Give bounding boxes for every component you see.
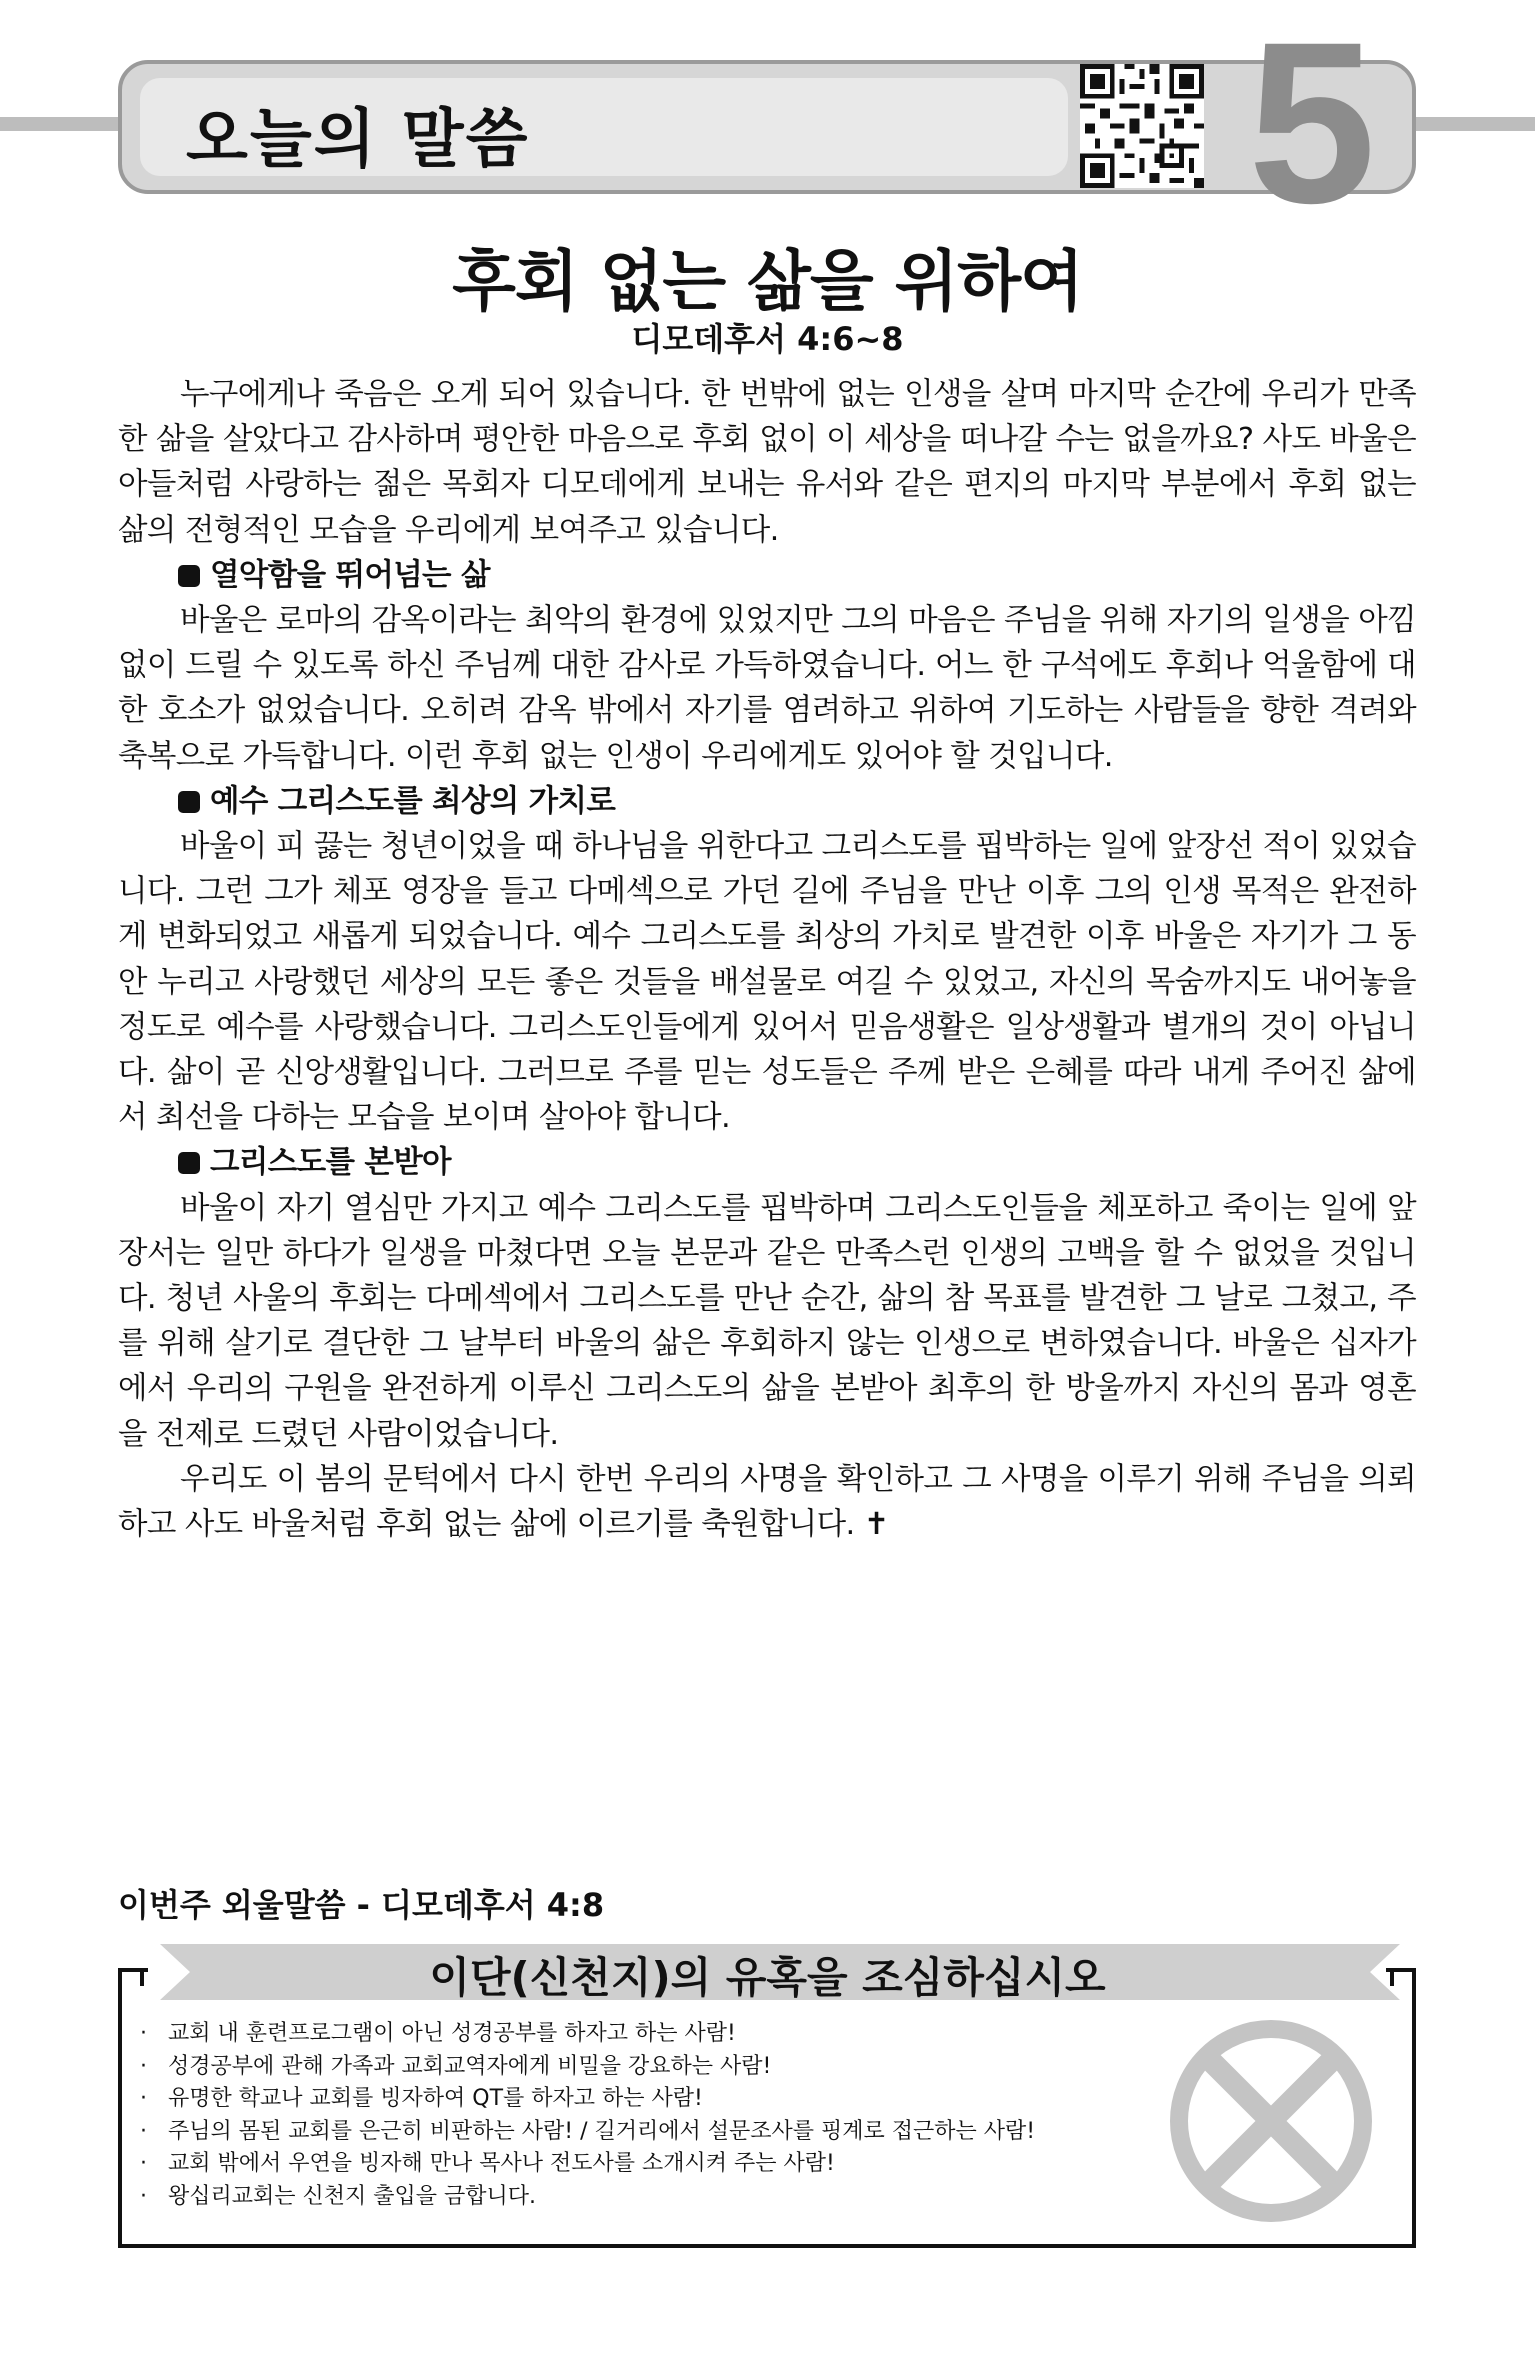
section-paragraph: 바울이 피 끓는 청년이었을 때 하나님을 위한다고 그리스도를 핍박하는 일에 앞장선 적이 있었습니다. 그런 그가 체포 영장을 들고 다메섹으로 가던 길에 주님을 만난 이후 그의 인생 목적은 완전하게 변화되었고 새롭게 되었습니다. 예수 그리스도를 최상의 가치로 발견한 이후 바울은 자기가 그 동안 누리고 사랑했던 세상의 모든 좋은 것들을 배설물로 여길 수 있었고, 자신의 목숨까지도 내어놓을 정도로 예수를 사랑했습니다. 그리스도인들에게 있어서 믿음생활은 일상생활과 별개의 것이 아닙니다. 삶이 곧 신앙생활입니다. 그러므로 주를 믿는 성도들은 주께 받은 은혜를 따라 내게 주어진 삶에서 최선을 다하는 모습을 보이며 살아야 합니다. <box>118 829 1416 1136</box>
section-heading <box>118 1140 1416 1185</box>
list-item: · 성경공부에 관해 가족과 교회교역자에게 비밀을 강요하는 사람! <box>138 2051 1138 2084</box>
sermon-body <box>118 372 1416 1547</box>
section-paragraph: 바울은 로마의 감옥이라는 최악의 환경에 있었지만 그의 마음은 주님을 위해 자기의 일생을 아낌없이 드릴 수 있도록 하신 주님께 대한 감사로 가득하였습니다. 어느 한 구석에도 후회나 억울함에 대한 호소가 없었습니다. 오히려 감옥 밖에서 자기를 염려하고 위하여 기도하는 사람들을 향한 격려와 축복으로 가득합니다. 이런 후회 없는 인생이 우리에게도 있어야 할 것입니다. <box>118 603 1416 774</box>
section-title: 오늘의 말씀 <box>186 103 530 177</box>
list-item: · 왕십리교회는 신천지 출입을 금합니다. <box>138 2181 1138 2214</box>
square-bullet-icon <box>178 1152 200 1174</box>
closing-paragraph: 우리도 이 봄의 문턱에서 다시 한번 우리의 사명을 확인하고 그 사명을 이루기 위해 주님을 의뢰하고 사도 바울처럼 후회 없는 삶에 이르기를 축원합니다. ✝ <box>118 1461 1416 1543</box>
square-bullet-icon <box>178 565 200 587</box>
list-item: · 교회 밖에서 우연을 빙자해 만나 목사나 전도사를 소개시켜 주는 사람! <box>138 2148 1138 2181</box>
scripture-reference: 디모데후서 4:6~8 <box>631 320 904 358</box>
section-paragraph: 바울이 자기 열심만 가지고 예수 그리스도를 핍박하며 그리스도인들을 체포하고 죽이는 일에 앞장서는 일만 하다가 일생을 마쳤다면 오늘 본문과 같은 만족스런 인생의 고백을 할 수 없었을 것입니다. 청년 사울의 후회는 다메섹에서 그리스도를 만난 순간, 삶의 참 목표를 발견한 그 날로 그쳤고, 주를 위해 살기로 결단한 그 날부터 바울의 삶은 후회하지 않는 인생으로 변하였습니다. 바울은 십자가에서 우리의 구원을 완전하게 이루신 그리스도의 삶을 본받아 최후의 한 방울까지 자신의 몸과 영혼을 전제로 드렸던 사람이었습니다. <box>118 1190 1416 1452</box>
qr-code-icon <box>1080 64 1204 188</box>
section-heading-text: 그리스도를 본받아 <box>210 1145 451 1181</box>
list-item: · 교회 내 훈련프로그램이 아닌 성경공부를 하자고 하는 사람! <box>138 2018 1138 2051</box>
list-item: · 주님의 몸된 교회를 은근히 비판하는 사람! / 길거리에서 설문조사를 핑계로 접근하는 사람! <box>138 2116 1138 2149</box>
weekly-memory-verse: 이번주 외울말씀 - 디모데후서 4:8 <box>118 1886 605 1924</box>
sermon-title: 후회 없는 삶을 위하여 <box>452 243 1083 320</box>
section-heading <box>118 553 1416 598</box>
intro-paragraph: 누구에게나 죽음은 오게 되어 있습니다. 한 번밖에 없는 인생을 살며 마지막 순간에 우리가 만족한 삶을 살았다고 감사하며 평안한 마음으로 후회 없이 이 세상을 떠나갈 수는 없을까요? 사도 바울은 아들처럼 사랑하는 젊은 목회자 디모데에게 보내는 유서와 같은 편지의 마지막 부분에서 후회 없는 삶의 전형적인 모습을 우리에게 보여주고 있습니다. <box>118 377 1416 548</box>
list-item: · 유명한 학교나 교회를 빙자하여 QT를 하자고 하는 사람! <box>138 2083 1138 2116</box>
square-bullet-icon <box>178 791 200 813</box>
warning-title: 이단(신천지)의 유혹을 조심하십시오 <box>429 1953 1106 2002</box>
warning-list <box>138 2018 1138 2213</box>
section-heading-text: 예수 그리스도를 최상의 가치로 <box>210 783 616 819</box>
section-heading-text: 열악함을 뛰어넘는 삶 <box>210 557 490 593</box>
x-circle-icon <box>1166 2016 1376 2226</box>
section-heading <box>118 779 1416 824</box>
page-number: 5 <box>1248 0 1376 251</box>
